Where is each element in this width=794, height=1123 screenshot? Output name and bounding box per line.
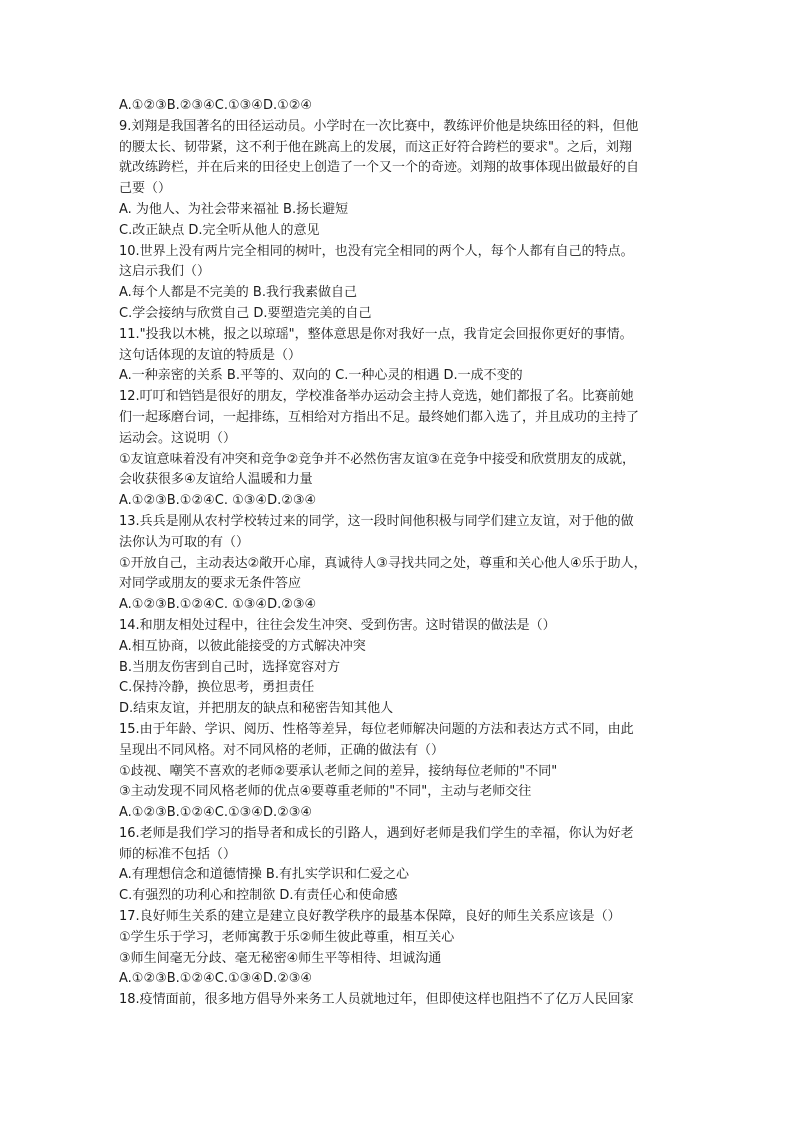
question-17-stem: 17.良好师生关系的建立是建立良好教学秩序的最基本保障，良好的师生关系应该是（） [119,909,621,925]
question-9-stem-line-3: 就改练跨栏，并在后来的田径史上创造了一个又一个的奇迹。刘翔的故事体现出做最好的自 [119,160,640,176]
question-9-stem-line-2: 的腰太长、韧带紧，这不利于他在跳高上的发展，而这正好符合跨栏的要求"。之后，刘翔 [119,139,632,155]
question-9-stem-line-4: 己要（） [119,181,172,197]
question-16 [119,824,679,907]
question-16-stem-line-2: 师的标准不包括（） [119,846,237,862]
question-15 [119,720,679,824]
question-14-stem: 14.和朋友相处过程中，往往会发生冲突、受到伤害。这时错误的做法是（） [119,617,556,633]
question-12-stem-line-1: 12.叮叮和铛铛是很好的朋友，学校准备举办运动会主持人竞选，她们都报了名。比赛前她 [119,389,634,405]
question-12-stem-line-2: 们一起琢磨台词，一起排练，互相给对方指出不足。最终她们都入选了，并且成功的主持了 [119,409,640,425]
question-15-stem-line-1: 15.由于年龄、学识、阅历、性格等差异，每位老师解决问题的方法和表达方式不同，由此 [119,721,634,737]
question-10-options-cd: C.学会接纳与欣赏自己 D.要塑造完美的自己 [119,305,372,321]
question-10-stem-line-2: 这启示我们（） [119,264,211,280]
question-13-statements-line-2: 对同学或朋友的要求无条件答应 [119,576,302,592]
question-17 [119,907,679,990]
question-12-stem-line-3: 运动会。这说明（） [119,430,237,446]
question-12-statements-line-1: ①友谊意味着没有冲突和竞争②竞争并不必然伤害友谊③在竞争中接受和欣赏朋友的成就， [119,451,635,467]
question-11-stem-line-1: 11."投我以木桃，报之以琼瑶"，整体意思是你对我好一点，我肯定会回报你更好的事情。 [119,326,633,342]
question-14 [119,616,679,720]
question-14-option-d: D.结束友谊，并把朋友的缺点和秘密告知其他人 [119,701,394,717]
question-10 [119,242,679,325]
document-page [119,96,679,1011]
question-18-stem-line-1: 18.疫情面前，很多地方倡导外来务工人员就地过年，但即使这样也阻挡不了亿万人民回家 [119,992,634,1008]
question-9-stem-line-1: 9.刘翔是我国著名的田径运动员。小学时在一次比赛中，教练评价他是块练田径的料，但他 [119,118,639,134]
question-11-options: A.一种亲密的关系 B.平等的、双向的 C.一种心灵的相遇 D.一成不变的 [119,368,523,384]
question-15-stem-line-2: 呈现出不同风格。对不同风格的老师，正确的做法有（） [119,742,445,758]
question-16-stem-line-1: 16.老师是我们学习的指导者和成长的引路人，遇到好老师是我们学生的幸福，你认为好老 [119,825,634,841]
question-13 [119,512,679,616]
question-14-option-c: C.保持冷静，换位思考，勇担责任 [119,680,315,696]
question-17-statements-line-1: ①学生乐于学习，老师寓教于乐②师生彼此尊重，相互关心 [119,929,455,945]
question-14-option-a: A.相互协商，以彼此能接受的方式解决冲突 [119,638,366,654]
question-17-statements-line-2: ③师生间毫无分歧、毫无秘密④师生平等相待、坦诚沟通 [119,950,442,966]
question-10-options-ab: A.每个人都是不完美的 B.我行我素做自己 [119,285,357,301]
question-13-statements-line-1: ①开放自己，主动表达②敞开心扉，真诚待人③寻找共同之处，尊重和关心他人④乐于助人， [119,555,647,571]
question-15-statements-line-2: ③主动发现不同风格老师的优点④要尊重老师的"不同"，主动与老师交往 [119,784,532,800]
question-9-options-ab: A. 为他人、为社会带来福祉 B.扬长避短 [119,201,349,217]
question-18 [119,990,679,1011]
question-16-options-cd: C.有强烈的功利心和控制欲 D.有责任心和使命感 [119,888,398,904]
question-12-statements-line-2: 会收获很多④友谊给人温暖和力量 [119,472,313,488]
question-11-stem-line-2: 这句话体现的友谊的特质是（） [119,347,302,363]
question-10-stem-line-1: 10.世界上没有两片完全相同的树叶，也没有完全相同的两个人，每个人都有自己的特点。 [119,243,634,259]
question-15-options: A.①②③B.①②④C.①③④D.②③④ [119,805,313,821]
question-12 [119,387,679,512]
question-9-options-cd: C.改正缺点 D.完全听从他人的意见 [119,222,320,238]
question-17-options: A.①②③B.①②④C.①③④D.②③④ [119,971,313,987]
question-11 [119,325,679,387]
question-13-options: A.①②③B.①②④C. ①③④D.②③④ [119,597,317,613]
question-9 [119,117,679,242]
question-12-options: A.①②③B.①②④C. ①③④D.②③④ [119,493,317,509]
question-14-option-b: B.当朋友伤害到自己时，选择宽容对方 [119,659,341,675]
answer-options-q8: A.①②③B.②③④C.①③④D.①②④ [119,98,313,113]
question-13-stem-line-2: 法你认为可取的有（） [119,534,250,550]
question-15-statements-line-1: ①歧视、嘲笑不喜欢的老师②要承认老师之间的差异，接纳每位老师的"不同" [119,763,558,779]
question-13-stem-line-1: 13.兵兵是刚从农村学校转过来的同学，这一段时间他积极与同学们建立友谊，对于他的做 [119,513,634,529]
question-16-options-ab: A.有理想信念和道德情操 B.有扎实学识和仁爱之心 [119,867,409,883]
